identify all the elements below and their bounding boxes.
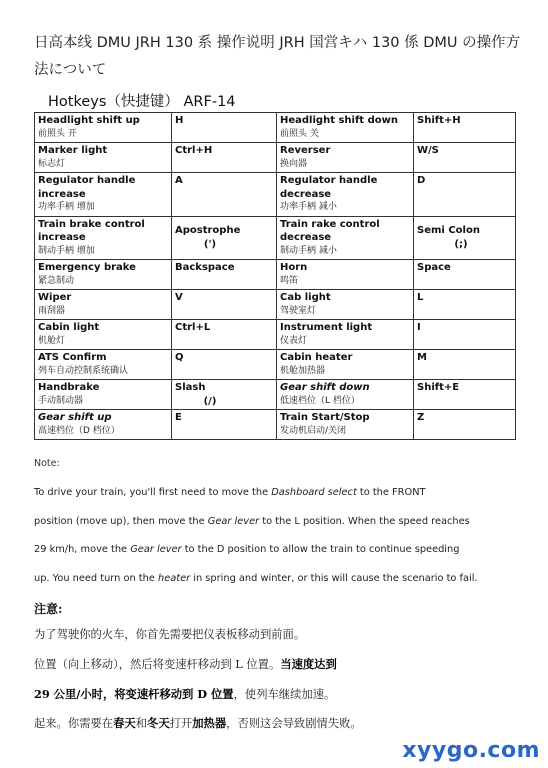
text-segment: to the D position to allow the train to continue speeding	[181, 544, 460, 555]
key-label: L	[417, 292, 424, 303]
text-segment: heater	[158, 572, 191, 584]
table-row	[35, 216, 516, 260]
key-label: D	[417, 175, 426, 186]
text-segment: up. You need turn on the	[34, 572, 158, 584]
function-english: Cab light	[280, 292, 331, 303]
table-row	[35, 260, 516, 290]
hotkey-function	[35, 350, 172, 380]
text-line	[34, 656, 524, 685]
hotkey-function	[277, 216, 414, 260]
table-row	[35, 113, 516, 143]
function-english: Emergency brake	[38, 262, 136, 273]
hotkey-function	[277, 260, 414, 290]
hotkey-key	[414, 410, 516, 440]
key-label: H	[175, 115, 184, 126]
function-chinese: 制动手柄 减小	[280, 245, 337, 256]
note-chinese	[34, 627, 524, 744]
key-label: Shift+H	[417, 115, 461, 126]
hotkey-key	[414, 320, 516, 350]
function-english: Cabin heater	[280, 352, 353, 363]
key-label: Ctrl+L	[175, 322, 211, 333]
table-row	[35, 410, 516, 440]
hotkey-function	[277, 113, 414, 143]
function-chinese: 驾驶室灯	[280, 305, 317, 316]
text-segment: in spring and winter, or this will cause the scenario to fail.	[190, 572, 478, 584]
text-segment: 春天	[113, 715, 136, 730]
hotkey-key	[414, 260, 516, 290]
text-line	[34, 486, 514, 515]
hotkey-key	[172, 290, 277, 320]
hotkey-key	[414, 143, 516, 173]
function-chinese: 紧急制动	[38, 275, 75, 286]
hotkey-key	[414, 113, 516, 143]
text-segment: To drive your train, you'll first need to move the	[34, 487, 272, 498]
hotkey-function	[35, 216, 172, 260]
hotkey-key	[172, 113, 277, 143]
hotkey-function	[277, 320, 414, 350]
key-label: A	[175, 175, 183, 186]
page-title: 日高本线 DMU JRH 130 系 操作说明 JRH 国営キハ 130 係 DMU の操作方法について	[34, 35, 521, 78]
function-chinese: 仪表灯	[280, 335, 308, 346]
function-english: Train rake control decrease	[280, 218, 380, 243]
hotkeys-subtitle: Hotkeys（快捷键） ARF-14	[48, 94, 236, 110]
hotkey-function	[35, 410, 172, 440]
key-label: M	[417, 352, 427, 363]
function-chinese: 功率手柄 减小	[280, 202, 337, 212]
function-english: Regulator handle decrease	[280, 175, 378, 200]
function-chinese: 列车自动控制系统确认	[38, 365, 129, 376]
function-chinese: 雨刮器	[38, 305, 66, 316]
key-label: Backspace	[175, 262, 235, 273]
text-segment: ，使列车继续加速。	[233, 687, 336, 701]
key-label: Semi Colon	[417, 225, 480, 237]
function-english: Handbrake	[38, 382, 100, 393]
key-label: I	[417, 322, 421, 333]
hotkey-key	[172, 143, 277, 173]
key-label: Apostrophe	[175, 225, 241, 237]
function-chinese: 标志灯	[38, 158, 66, 169]
hotkey-function	[277, 350, 414, 380]
hotkey-key	[172, 350, 277, 380]
hotkey-function	[277, 290, 414, 320]
function-chinese: 前照头 关	[280, 128, 319, 139]
key-label: W/S	[417, 145, 439, 156]
key-label: Z	[417, 412, 425, 423]
text-segment: position (move up), then move the	[34, 515, 208, 527]
function-english: Reverser	[280, 145, 331, 156]
function-chinese: 鸣笛	[280, 275, 299, 286]
text-segment: to the FRONT	[356, 487, 426, 498]
function-chinese: 前照头 开	[38, 128, 77, 139]
note-chinese-heading: 注意:	[34, 602, 63, 616]
hotkey-function	[35, 290, 172, 320]
hotkey-key	[414, 173, 516, 217]
function-chinese: 制动手柄 增加	[38, 245, 95, 256]
hotkey-function	[277, 410, 414, 440]
hotkey-function	[35, 143, 172, 173]
function-english: Gear shift up	[38, 412, 112, 423]
function-english: Headlight shift up	[38, 115, 140, 126]
hotkey-key	[414, 350, 516, 380]
hotkey-function	[35, 380, 172, 410]
function-english: Instrument light	[280, 322, 373, 333]
key-symbol: (/)	[203, 395, 217, 407]
text-segment: to the L position. When the speed reaches	[259, 515, 470, 527]
text-segment: Gear lever	[207, 515, 260, 527]
text-segment: ，否则这会导致剧情失败。	[226, 716, 362, 730]
text-segment: 冬天	[147, 715, 170, 730]
function-chinese: 手动制动器	[38, 395, 84, 406]
function-english: ATS Confirm	[38, 352, 107, 363]
function-chinese: 发动机启动/关闭	[280, 425, 347, 436]
text-line	[34, 627, 524, 656]
note-heading: Note:	[34, 458, 60, 469]
text-segment: 29 km/h, move the	[34, 544, 131, 555]
function-english: Horn	[280, 262, 308, 273]
key-symbol: (')	[203, 238, 217, 250]
hotkey-key	[172, 410, 277, 440]
function-chinese: 机舱灯	[38, 335, 66, 346]
text-segment: 和	[135, 716, 148, 730]
text-segment: 为了驾驶你的火车，你首先需要把仪表板移动到前面。	[34, 628, 306, 641]
hotkey-function	[35, 320, 172, 350]
text-line	[34, 543, 514, 572]
text-segment: 当速度达到	[280, 657, 337, 672]
key-label: Shift+E	[417, 382, 460, 393]
hotkeys-table	[34, 112, 516, 440]
note-english	[34, 486, 514, 600]
hotkey-function	[277, 173, 414, 217]
function-english: Cabin light	[38, 322, 100, 333]
hotkey-key	[172, 320, 277, 350]
function-english: Train brake control increase	[38, 218, 145, 243]
hotkey-key	[172, 173, 277, 217]
function-english: Marker light	[38, 145, 108, 156]
hotkey-key	[172, 216, 277, 260]
text-segment: 加热器	[192, 715, 227, 730]
function-chinese: 低速档位（L 档位）	[280, 395, 360, 406]
table-row	[35, 320, 516, 350]
text-segment: 29 公里/小时，将变速杆移动到 D 位置	[34, 686, 234, 701]
text-segment: 起来。你需要在	[34, 716, 114, 730]
hotkey-key	[414, 216, 516, 260]
key-label: Space	[417, 262, 451, 273]
key-label: V	[175, 292, 183, 303]
table-row	[35, 290, 516, 320]
hotkey-function	[35, 113, 172, 143]
function-chinese: 换向器	[280, 158, 308, 169]
text-line	[34, 515, 514, 544]
function-english: Regulator handle increase	[38, 175, 136, 200]
function-chinese: 高速档位（D 档位）	[38, 425, 120, 436]
hotkey-key	[172, 260, 277, 290]
key-label: Ctrl+H	[175, 145, 213, 156]
key-symbol: (;)	[454, 238, 468, 250]
table-row	[35, 350, 516, 380]
watermark-logo: xyygo.com	[402, 738, 540, 763]
function-english: Headlight shift down	[280, 115, 398, 126]
hotkey-key	[414, 380, 516, 410]
text-segment: 位置（向上移动），然后将变速杆移动到 L 位置。	[34, 658, 281, 672]
table-row	[35, 380, 516, 410]
hotkey-function	[35, 260, 172, 290]
text-line	[34, 572, 514, 601]
function-english: Train Start/Stop	[280, 412, 370, 423]
text-segment: Dashboard select	[271, 487, 357, 498]
function-chinese: 机舱加热器	[280, 365, 326, 376]
function-chinese: 功率手柄 增加	[38, 202, 95, 212]
hotkey-key	[172, 380, 277, 410]
text-line	[34, 686, 524, 715]
hotkey-key	[414, 290, 516, 320]
hotkey-function	[277, 380, 414, 410]
text-segment: 打开	[169, 716, 193, 730]
table-row	[35, 173, 516, 217]
hotkey-function	[277, 143, 414, 173]
key-label: Slash	[175, 382, 206, 393]
hotkey-function	[35, 173, 172, 217]
text-segment: Gear lever	[130, 544, 182, 555]
table-row	[35, 143, 516, 173]
function-english: Wiper	[38, 292, 72, 303]
function-english: Gear shift down	[280, 382, 370, 393]
key-label: E	[175, 412, 182, 423]
key-label: Q	[175, 352, 184, 363]
